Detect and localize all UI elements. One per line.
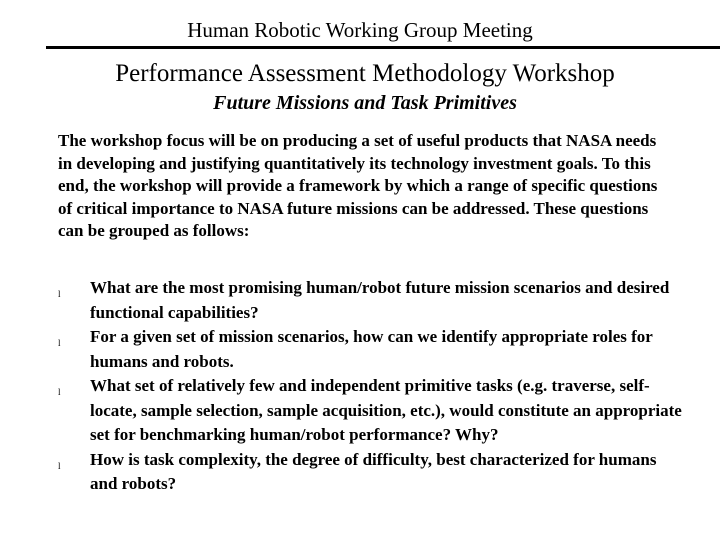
bullet-marker: l — [58, 387, 61, 397]
list-item-text: For a given set of mission scenarios, how can we identify appropriate roles for humans and robots. — [90, 327, 653, 371]
list-item-text: How is task complexity, the degree of difficulty, best characterized for humans and robots? — [90, 449, 657, 493]
list-item-text: What are the most promising human/robot future mission scenarios and desired functional capabilities? — [90, 278, 670, 322]
intro-paragraph: The workshop focus will be on producing a set of useful products that NASA needs in developing and justifying quantitatively its technology investment goals. To this end, the workshop will provide a framework by which a range of specific questions of critical importance to NASA future missions can be addressed. These questions can be grouped as follows: — [58, 131, 658, 240]
bullet-marker: l — [58, 338, 61, 348]
bullet-marker: l — [58, 460, 61, 471]
list-item-text: What set of relatively few and independent primitive tasks (e.g. traverse, self-locate, sample selection, sample acquisition, etc.), would constitute an appropriate set for benchmarking human/robot performance? Why? — [90, 376, 682, 444]
list-item — [58, 325, 688, 374]
slide-subtitle: Future Missions and Task Primitives — [213, 92, 517, 114]
header-rule — [46, 46, 720, 49]
slide-title: Performance Assessment Methodology Workshop — [115, 60, 615, 87]
bullet-marker: l — [58, 289, 61, 299]
meeting-header: Human Robotic Working Group Meeting — [187, 18, 533, 42]
list-item — [58, 448, 688, 497]
list-item — [58, 374, 688, 448]
list-item — [58, 276, 688, 325]
question-list — [58, 276, 688, 497]
